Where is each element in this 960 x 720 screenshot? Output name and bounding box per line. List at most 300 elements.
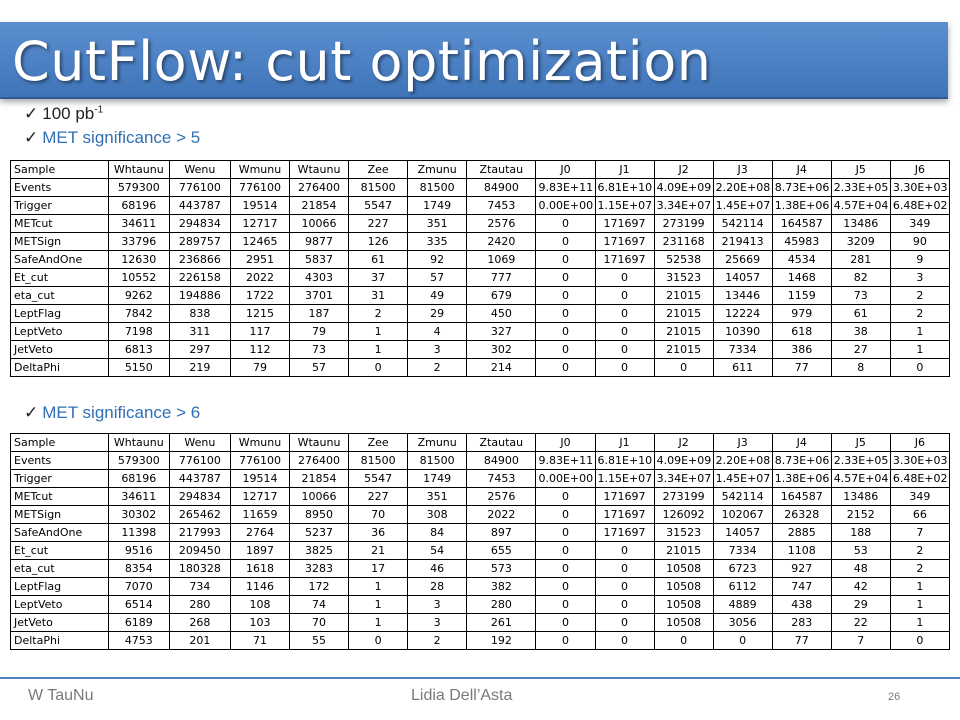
table-cell: 4.09E+09 bbox=[654, 179, 713, 197]
table-cell: 5837 bbox=[290, 251, 349, 269]
bullet-met-significance-5 bbox=[24, 128, 200, 148]
table-cell: 48 bbox=[831, 560, 890, 578]
table-cell: 6514 bbox=[108, 596, 169, 614]
footer-author: Lidia Dell’Asta bbox=[411, 687, 513, 704]
table-cell: 57 bbox=[408, 269, 467, 287]
table-cell: 351 bbox=[408, 488, 467, 506]
table-cell: 21 bbox=[349, 542, 408, 560]
footer-divider bbox=[0, 677, 960, 679]
table-row bbox=[11, 524, 950, 542]
column-header: J3 bbox=[713, 161, 772, 179]
table-cell: 8.73E+06 bbox=[772, 179, 831, 197]
table-cell: 1108 bbox=[772, 542, 831, 560]
table-row bbox=[11, 488, 950, 506]
column-header: Wmunu bbox=[230, 161, 289, 179]
table-cell: 9 bbox=[890, 251, 949, 269]
table-cell: 2 bbox=[408, 632, 467, 650]
table-cell: 3209 bbox=[831, 233, 890, 251]
table-cell: 1 bbox=[349, 341, 408, 359]
table-cell: 0 bbox=[595, 341, 654, 359]
table-cell: 227 bbox=[349, 488, 408, 506]
table-cell: 1 bbox=[349, 614, 408, 632]
table-cell: 0 bbox=[536, 524, 595, 542]
table-cell: 112 bbox=[230, 341, 289, 359]
table-row bbox=[11, 470, 950, 488]
table-row bbox=[11, 323, 950, 341]
table-cell: 12465 bbox=[230, 233, 289, 251]
table-cell: 8 bbox=[831, 359, 890, 377]
table-cell: 1 bbox=[890, 578, 949, 596]
table-cell: 84900 bbox=[467, 452, 536, 470]
table-cell: 81500 bbox=[349, 179, 408, 197]
table-cell: 0 bbox=[536, 251, 595, 269]
checkmark-icon: ✓ bbox=[24, 128, 39, 147]
table-cell: 3283 bbox=[290, 560, 349, 578]
table-cell: 171697 bbox=[595, 215, 654, 233]
table-row bbox=[11, 632, 950, 650]
table-cell: 611 bbox=[713, 359, 772, 377]
table-cell: 19514 bbox=[230, 470, 289, 488]
table-cell: 9516 bbox=[108, 542, 169, 560]
table-cell: 2 bbox=[890, 560, 949, 578]
row-label: Trigger bbox=[11, 470, 109, 488]
table-cell: 29 bbox=[408, 305, 467, 323]
table-cell: 268 bbox=[169, 614, 230, 632]
table-cell: 1 bbox=[890, 341, 949, 359]
table-cell: 273199 bbox=[654, 215, 713, 233]
row-label: LeptFlag bbox=[11, 578, 109, 596]
row-label: eta_cut bbox=[11, 560, 109, 578]
table-cell: 3056 bbox=[713, 614, 772, 632]
table-cell: 0 bbox=[536, 578, 595, 596]
table-cell: 302 bbox=[467, 341, 536, 359]
table-cell: 294834 bbox=[169, 215, 230, 233]
table-cell: 14057 bbox=[713, 269, 772, 287]
table-cell: 776100 bbox=[169, 452, 230, 470]
table-cell: 897 bbox=[467, 524, 536, 542]
table-cell: 11398 bbox=[108, 524, 169, 542]
table-cell: 297 bbox=[169, 341, 230, 359]
table-cell: 164587 bbox=[772, 488, 831, 506]
table-cell: 90 bbox=[890, 233, 949, 251]
table-cell: 2 bbox=[408, 359, 467, 377]
table-cell: 5150 bbox=[108, 359, 169, 377]
table-cell: 2.33E+05 bbox=[831, 452, 890, 470]
table-row bbox=[11, 197, 950, 215]
table-cell: 0 bbox=[536, 269, 595, 287]
table-cell: 9877 bbox=[290, 233, 349, 251]
table-cell: 3825 bbox=[290, 542, 349, 560]
table-cell: 1468 bbox=[772, 269, 831, 287]
table-cell: 6723 bbox=[713, 560, 772, 578]
table-cell: 180328 bbox=[169, 560, 230, 578]
row-label: JetVeto bbox=[11, 341, 109, 359]
table-cell: 30302 bbox=[108, 506, 169, 524]
table-cell: 10508 bbox=[654, 578, 713, 596]
table-cell: 201 bbox=[169, 632, 230, 650]
table-cell: 0 bbox=[536, 614, 595, 632]
table-cell: 0 bbox=[536, 305, 595, 323]
table-cell: 27 bbox=[831, 341, 890, 359]
table-cell: 61 bbox=[349, 251, 408, 269]
table-cell: 311 bbox=[169, 323, 230, 341]
table-cell: 31 bbox=[349, 287, 408, 305]
table-cell: 7 bbox=[890, 524, 949, 542]
table-cell: 335 bbox=[408, 233, 467, 251]
table-cell: 2764 bbox=[230, 524, 289, 542]
table-cell: 618 bbox=[772, 323, 831, 341]
table-cell: 38 bbox=[831, 323, 890, 341]
table-cell: 776100 bbox=[169, 179, 230, 197]
column-header: Wmunu bbox=[230, 434, 289, 452]
table-cell: 7453 bbox=[467, 197, 536, 215]
table-cell: 82 bbox=[831, 269, 890, 287]
table-cell: 21015 bbox=[654, 287, 713, 305]
table-cell: 8950 bbox=[290, 506, 349, 524]
row-label: Trigger bbox=[11, 197, 109, 215]
table-cell: 7 bbox=[831, 632, 890, 650]
table-cell: 747 bbox=[772, 578, 831, 596]
table-cell: 6813 bbox=[108, 341, 169, 359]
table-cell: 28 bbox=[408, 578, 467, 596]
table-cell: 0 bbox=[536, 632, 595, 650]
table-cell: 4534 bbox=[772, 251, 831, 269]
table-row bbox=[11, 542, 950, 560]
column-header: Wtaunu bbox=[290, 434, 349, 452]
table-cell: 126 bbox=[349, 233, 408, 251]
table-row bbox=[11, 560, 950, 578]
row-label: SafeAndOne bbox=[11, 251, 109, 269]
column-header: J0 bbox=[536, 161, 595, 179]
bullet-met-significance-6 bbox=[24, 403, 200, 423]
column-header: J5 bbox=[831, 434, 890, 452]
table-cell: 4.57E+04 bbox=[831, 197, 890, 215]
table-cell: 1.38E+06 bbox=[772, 470, 831, 488]
table-cell: 2.20E+08 bbox=[713, 179, 772, 197]
table-cell: 0 bbox=[713, 632, 772, 650]
table-cell: 0 bbox=[536, 560, 595, 578]
table-cell: 2420 bbox=[467, 233, 536, 251]
column-header: Wenu bbox=[169, 434, 230, 452]
table-cell: 0 bbox=[349, 359, 408, 377]
table-cell: 3701 bbox=[290, 287, 349, 305]
table-header-row bbox=[11, 161, 950, 179]
table-cell: 1.45E+07 bbox=[713, 470, 772, 488]
table-cell: 3 bbox=[890, 269, 949, 287]
luminosity-text: 100 pb bbox=[42, 104, 95, 123]
table-cell: 236866 bbox=[169, 251, 230, 269]
table-cell: 68196 bbox=[108, 197, 169, 215]
table-cell: 289757 bbox=[169, 233, 230, 251]
table-cell: 4889 bbox=[713, 596, 772, 614]
table-cell: 22 bbox=[831, 614, 890, 632]
table-cell: 21015 bbox=[654, 341, 713, 359]
table-cell: 19514 bbox=[230, 197, 289, 215]
column-header: J4 bbox=[772, 161, 831, 179]
table-cell: 13486 bbox=[831, 215, 890, 233]
table-cell: 0 bbox=[595, 578, 654, 596]
table-cell: 14057 bbox=[713, 524, 772, 542]
table-cell: 171697 bbox=[595, 488, 654, 506]
table-cell: 31523 bbox=[654, 524, 713, 542]
table-cell: 6.81E+10 bbox=[595, 452, 654, 470]
row-label: eta_cut bbox=[11, 287, 109, 305]
table-cell: 0 bbox=[536, 287, 595, 305]
row-label: Et_cut bbox=[11, 269, 109, 287]
column-header: Sample bbox=[11, 434, 109, 452]
table-cell: 3.30E+03 bbox=[890, 179, 949, 197]
table-cell: 7453 bbox=[467, 470, 536, 488]
table-cell: 443787 bbox=[169, 470, 230, 488]
table-cell: 55 bbox=[290, 632, 349, 650]
table-cell: 2.33E+05 bbox=[831, 179, 890, 197]
table-cell: 21854 bbox=[290, 470, 349, 488]
table-cell: 2576 bbox=[467, 215, 536, 233]
column-header: Ztautau bbox=[467, 434, 536, 452]
table-row bbox=[11, 506, 950, 524]
table-row bbox=[11, 215, 950, 233]
table-cell: 2 bbox=[890, 287, 949, 305]
table-cell: 450 bbox=[467, 305, 536, 323]
table-cell: 219 bbox=[169, 359, 230, 377]
table-cell: 1722 bbox=[230, 287, 289, 305]
table-cell: 33796 bbox=[108, 233, 169, 251]
table-cell: 573 bbox=[467, 560, 536, 578]
table-cell: 2885 bbox=[772, 524, 831, 542]
table-cell: 1749 bbox=[408, 197, 467, 215]
table-cell: 164587 bbox=[772, 215, 831, 233]
table-cell: 2.20E+08 bbox=[713, 452, 772, 470]
table-cell: 9.83E+11 bbox=[536, 452, 595, 470]
table-cell: 21015 bbox=[654, 542, 713, 560]
table-row bbox=[11, 614, 950, 632]
table-row bbox=[11, 269, 950, 287]
row-label: METSign bbox=[11, 506, 109, 524]
table-cell: 927 bbox=[772, 560, 831, 578]
column-header: Ztautau bbox=[467, 161, 536, 179]
table-cell: 4303 bbox=[290, 269, 349, 287]
table-cell: 57 bbox=[290, 359, 349, 377]
table-cell: 0 bbox=[536, 233, 595, 251]
table-cell: 108 bbox=[230, 596, 289, 614]
table-cell: 2 bbox=[890, 542, 949, 560]
table-cell: 1.15E+07 bbox=[595, 197, 654, 215]
table-cell: 10552 bbox=[108, 269, 169, 287]
table-cell: 209450 bbox=[169, 542, 230, 560]
table-cell: 280 bbox=[169, 596, 230, 614]
table-cell: 1.15E+07 bbox=[595, 470, 654, 488]
table-cell: 349 bbox=[890, 488, 949, 506]
row-label: Events bbox=[11, 179, 109, 197]
table-cell: 36 bbox=[349, 524, 408, 542]
table-cell: 2022 bbox=[230, 269, 289, 287]
table-cell: 5547 bbox=[349, 197, 408, 215]
table-cell: 1 bbox=[349, 323, 408, 341]
table-cell: 776100 bbox=[230, 452, 289, 470]
table-cell: 3 bbox=[408, 614, 467, 632]
table-cell: 0 bbox=[595, 269, 654, 287]
table-cell: 9262 bbox=[108, 287, 169, 305]
table-cell: 171697 bbox=[595, 506, 654, 524]
table-cell: 3 bbox=[408, 341, 467, 359]
table-cell: 351 bbox=[408, 215, 467, 233]
column-header: J2 bbox=[654, 434, 713, 452]
table-cell: 838 bbox=[169, 305, 230, 323]
table-cell: 0 bbox=[654, 632, 713, 650]
table-cell: 10066 bbox=[290, 215, 349, 233]
table-cell: 655 bbox=[467, 542, 536, 560]
table-row bbox=[11, 251, 950, 269]
table-cell: 31523 bbox=[654, 269, 713, 287]
table-cell: 1897 bbox=[230, 542, 289, 560]
table-cell: 214 bbox=[467, 359, 536, 377]
table-cell: 227 bbox=[349, 215, 408, 233]
table-cell: 73 bbox=[290, 341, 349, 359]
bullet-luminosity bbox=[24, 104, 103, 124]
column-header: J1 bbox=[595, 434, 654, 452]
column-header: Wtaunu bbox=[290, 161, 349, 179]
row-label: METcut bbox=[11, 488, 109, 506]
row-label: SafeAndOne bbox=[11, 524, 109, 542]
table-cell: 8.73E+06 bbox=[772, 452, 831, 470]
table-cell: 579300 bbox=[108, 452, 169, 470]
table-cell: 281 bbox=[831, 251, 890, 269]
table-cell: 68196 bbox=[108, 470, 169, 488]
table-cell: 34611 bbox=[108, 488, 169, 506]
table-cell: 42 bbox=[831, 578, 890, 596]
page-number: 26 bbox=[888, 691, 901, 703]
table-cell: 81500 bbox=[408, 452, 467, 470]
table-row bbox=[11, 578, 950, 596]
table-cell: 103 bbox=[230, 614, 289, 632]
table-cell: 187 bbox=[290, 305, 349, 323]
table-cell: 5547 bbox=[349, 470, 408, 488]
table-cell: 1069 bbox=[467, 251, 536, 269]
checkmark-icon: ✓ bbox=[24, 104, 39, 123]
table-cell: 231168 bbox=[654, 233, 713, 251]
table-cell: 0.00E+00 bbox=[536, 197, 595, 215]
checkmark-icon: ✓ bbox=[24, 403, 39, 422]
table-cell: 1 bbox=[349, 578, 408, 596]
table-cell: 4.57E+04 bbox=[831, 470, 890, 488]
table-cell: 0 bbox=[595, 632, 654, 650]
table-cell: 194886 bbox=[169, 287, 230, 305]
table-cell: 126092 bbox=[654, 506, 713, 524]
table-cell: 0 bbox=[536, 359, 595, 377]
table-cell: 171697 bbox=[595, 233, 654, 251]
table-cell: 1618 bbox=[230, 560, 289, 578]
slide-title: CutFlow: cut optimization bbox=[12, 30, 712, 93]
table-cell: 9.83E+11 bbox=[536, 179, 595, 197]
table-cell: 273199 bbox=[654, 488, 713, 506]
table-cell: 542114 bbox=[713, 488, 772, 506]
table-cell: 349 bbox=[890, 215, 949, 233]
table-cell: 54 bbox=[408, 542, 467, 560]
table-cell: 17 bbox=[349, 560, 408, 578]
table-cell: 49 bbox=[408, 287, 467, 305]
met-significance-5-text: MET significance > 5 bbox=[42, 128, 201, 147]
table-cell: 73 bbox=[831, 287, 890, 305]
table-cell: 21854 bbox=[290, 197, 349, 215]
table-cell: 5237 bbox=[290, 524, 349, 542]
column-header: J2 bbox=[654, 161, 713, 179]
table-cell: 12224 bbox=[713, 305, 772, 323]
table-cell: 188 bbox=[831, 524, 890, 542]
row-label: DeltaPhi bbox=[11, 359, 109, 377]
table-cell: 0 bbox=[595, 287, 654, 305]
table-cell: 71 bbox=[230, 632, 289, 650]
table-cell: 2951 bbox=[230, 251, 289, 269]
column-header: Whtaunu bbox=[108, 434, 169, 452]
table-row bbox=[11, 305, 950, 323]
table-cell: 12717 bbox=[230, 488, 289, 506]
table-cell: 7334 bbox=[713, 341, 772, 359]
table-row bbox=[11, 233, 950, 251]
table-cell: 1 bbox=[349, 596, 408, 614]
table-cell: 6112 bbox=[713, 578, 772, 596]
table-cell: 0 bbox=[536, 215, 595, 233]
column-header: J5 bbox=[831, 161, 890, 179]
table-cell: 0 bbox=[654, 359, 713, 377]
table-cell: 276400 bbox=[290, 179, 349, 197]
table-cell: 74 bbox=[290, 596, 349, 614]
column-header: J6 bbox=[890, 434, 949, 452]
table-cell: 0 bbox=[349, 632, 408, 650]
table-cell: 84900 bbox=[467, 179, 536, 197]
table-cell: 0 bbox=[595, 359, 654, 377]
table-cell: 25669 bbox=[713, 251, 772, 269]
table-cell: 1 bbox=[890, 323, 949, 341]
table-cell: 7070 bbox=[108, 578, 169, 596]
table-cell: 172 bbox=[290, 578, 349, 596]
table-cell: 21015 bbox=[654, 305, 713, 323]
table-cell: 438 bbox=[772, 596, 831, 614]
cutflow-table-met6 bbox=[10, 433, 950, 650]
table-cell: 0 bbox=[595, 305, 654, 323]
table-cell: 294834 bbox=[169, 488, 230, 506]
table-cell: 217993 bbox=[169, 524, 230, 542]
table-cell: 8354 bbox=[108, 560, 169, 578]
table-cell: 3 bbox=[408, 596, 467, 614]
table-header-row bbox=[11, 434, 950, 452]
table-cell: 0.00E+00 bbox=[536, 470, 595, 488]
table-cell: 1 bbox=[890, 614, 949, 632]
table-cell: 171697 bbox=[595, 524, 654, 542]
cutflow-table-met5 bbox=[10, 160, 950, 377]
table-cell: 0 bbox=[536, 596, 595, 614]
column-header: Whtaunu bbox=[108, 161, 169, 179]
table-cell: 6.48E+02 bbox=[890, 470, 949, 488]
table-row bbox=[11, 359, 950, 377]
table-cell: 0 bbox=[536, 341, 595, 359]
table-cell: 0 bbox=[595, 323, 654, 341]
table-cell: 52538 bbox=[654, 251, 713, 269]
table-cell: 579300 bbox=[108, 179, 169, 197]
table-cell: 10508 bbox=[654, 560, 713, 578]
table-row bbox=[11, 341, 950, 359]
table-row bbox=[11, 452, 950, 470]
table-cell: 776100 bbox=[230, 179, 289, 197]
table-cell: 192 bbox=[467, 632, 536, 650]
table-cell: 7334 bbox=[713, 542, 772, 560]
column-header: J3 bbox=[713, 434, 772, 452]
table-cell: 2 bbox=[890, 305, 949, 323]
table-cell: 26328 bbox=[772, 506, 831, 524]
table-cell: 283 bbox=[772, 614, 831, 632]
table-cell: 280 bbox=[467, 596, 536, 614]
table-cell: 79 bbox=[230, 359, 289, 377]
table-cell: 37 bbox=[349, 269, 408, 287]
